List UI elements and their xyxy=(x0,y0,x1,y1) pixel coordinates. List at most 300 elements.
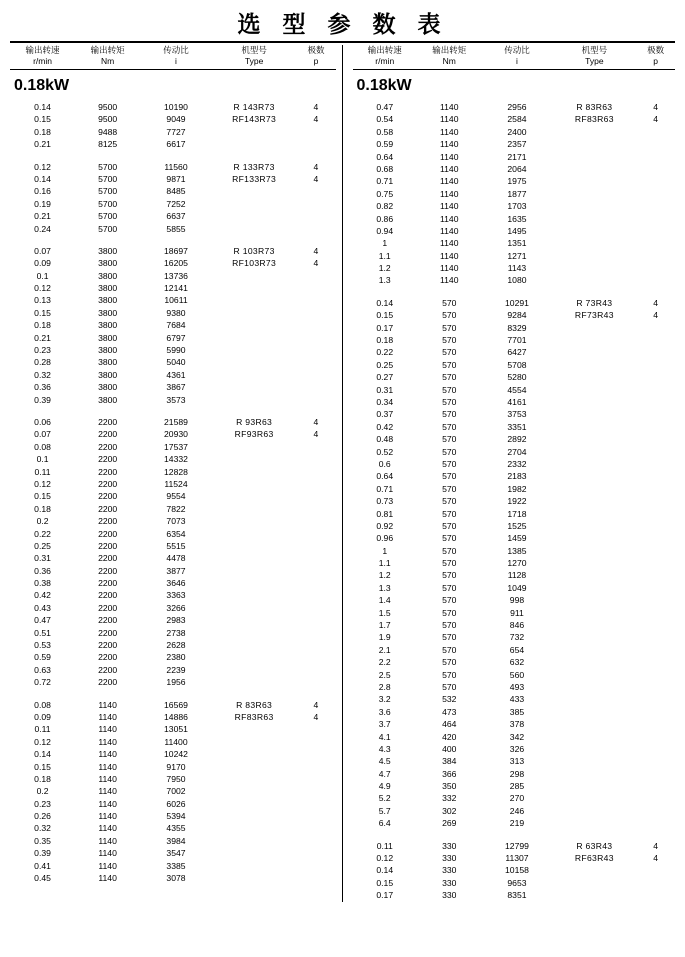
cell-output-torque: 400 xyxy=(442,743,457,754)
cell-output-speed: 0.71 xyxy=(376,176,394,187)
cell-output-speed: 0.47 xyxy=(34,615,51,626)
table-row xyxy=(353,225,676,237)
cell-poles xyxy=(296,381,335,393)
cell-output-torque: 1140 xyxy=(98,736,117,747)
cell-output-torque: 1140 xyxy=(440,275,459,286)
cell-ratio: 5040 xyxy=(166,357,186,368)
cell-output-torque: 3800 xyxy=(98,270,118,281)
cell-poles xyxy=(296,332,335,344)
cell-output-speed: 0.82 xyxy=(376,201,394,212)
cell-ratio: 560 xyxy=(509,669,525,680)
cell-output-speed: 0.09 xyxy=(34,258,51,269)
table-row xyxy=(353,718,676,730)
cell-poles xyxy=(296,723,335,735)
cell-poles xyxy=(296,872,335,884)
cell-output-speed: 0.6 xyxy=(378,458,391,469)
cell-type xyxy=(212,748,297,760)
cell-type xyxy=(212,676,297,688)
cell-output-speed: 0.51 xyxy=(34,627,51,638)
cell-poles xyxy=(636,545,675,557)
cell-output-torque: 1140 xyxy=(440,225,459,236)
table-row xyxy=(353,852,676,864)
cell-output-speed: 0.47 xyxy=(376,102,394,112)
cell-type xyxy=(552,359,636,371)
cell-poles xyxy=(636,237,675,249)
table-row xyxy=(353,840,676,852)
cell-ratio: 2956 xyxy=(507,102,527,112)
cell-type xyxy=(552,322,636,334)
cell-output-torque: 570 xyxy=(442,620,457,631)
header-ratio-cn: 传动比 xyxy=(504,45,530,55)
cell-output-speed: 0.11 xyxy=(34,466,51,477)
header-ratio-cn: 传动比 xyxy=(163,45,189,55)
table-row xyxy=(10,515,336,527)
cell-output-speed: 0.15 xyxy=(34,307,51,318)
table-row xyxy=(10,627,336,639)
cell-poles xyxy=(636,557,675,569)
header-output-speed xyxy=(10,45,75,67)
cell-type: RF103R73 xyxy=(232,258,277,269)
cell-output-torque: 330 xyxy=(442,865,457,876)
cell-poles xyxy=(636,532,675,544)
cell-poles xyxy=(636,768,675,780)
cell-output-speed: 1 xyxy=(382,545,388,556)
cell-poles xyxy=(636,384,675,396)
cell-type: RF73R43 xyxy=(574,310,614,321)
cell-output-torque: 1140 xyxy=(440,238,459,249)
cell-type xyxy=(212,627,297,639)
cell-output-torque: 570 xyxy=(442,434,457,445)
cell-poles xyxy=(296,394,335,406)
cell-output-speed: 0.18 xyxy=(34,503,51,514)
cell-output-speed: 0.22 xyxy=(34,528,51,539)
cell-type: RF83R63 xyxy=(574,114,614,125)
cell-output-torque: 330 xyxy=(442,877,457,888)
cell-type xyxy=(552,817,636,829)
cell-type xyxy=(212,723,297,735)
cell-poles xyxy=(636,346,675,358)
cell-output-torque: 570 xyxy=(442,644,457,655)
cell-output-torque: 3800 xyxy=(98,258,118,269)
cell-output-speed: 0.06 xyxy=(34,416,51,427)
cell-output-torque: 570 xyxy=(442,421,457,432)
cell-ratio: 3363 xyxy=(166,590,186,601)
cell-ratio: 9380 xyxy=(166,307,186,318)
cell-poles: 4 xyxy=(313,173,319,184)
cell-output-torque: 570 xyxy=(442,335,457,346)
cell-ratio: 7950 xyxy=(166,773,186,784)
cell-type xyxy=(552,371,636,383)
table-row xyxy=(10,490,336,502)
cell-ratio: 313 xyxy=(509,756,525,767)
cell-poles xyxy=(636,188,675,200)
cell-type xyxy=(552,545,636,557)
cell-type xyxy=(552,495,636,507)
cell-ratio: 2738 xyxy=(166,627,186,638)
cell-ratio: 385 xyxy=(509,706,525,717)
cell-output-torque: 2200 xyxy=(98,416,118,427)
cell-output-speed: 0.18 xyxy=(376,335,394,346)
cell-type xyxy=(212,294,297,306)
table-row xyxy=(10,664,336,676)
cell-output-torque: 1140 xyxy=(440,250,459,261)
cell-type xyxy=(212,761,297,773)
cell-output-torque: 570 xyxy=(442,471,457,482)
cell-output-speed: 0.27 xyxy=(376,372,394,383)
header-type xyxy=(552,45,636,67)
table-row xyxy=(353,408,676,420)
cell-poles xyxy=(296,810,335,822)
table-row xyxy=(353,532,676,544)
cell-poles xyxy=(296,270,335,282)
cell-output-torque: 2200 xyxy=(98,640,118,651)
table-row xyxy=(10,223,336,235)
cell-output-torque: 2200 xyxy=(98,454,118,465)
table-row xyxy=(10,540,336,552)
cell-output-speed: 0.41 xyxy=(34,860,51,871)
table-row xyxy=(353,877,676,889)
cell-output-speed: 0.59 xyxy=(34,652,51,663)
cell-output-torque: 1140 xyxy=(98,835,117,846)
table-row xyxy=(353,693,676,705)
cell-output-speed: 0.18 xyxy=(34,320,51,331)
cell-ratio: 2357 xyxy=(507,139,527,150)
table-row xyxy=(10,577,336,589)
table-row xyxy=(353,359,676,371)
cell-ratio: 246 xyxy=(509,805,525,816)
cell-output-torque: 3800 xyxy=(98,369,118,380)
table-row xyxy=(353,200,676,212)
table-row xyxy=(353,309,676,321)
cell-poles xyxy=(636,274,675,286)
table-row xyxy=(10,847,336,859)
table-row xyxy=(10,113,336,125)
group-spacer xyxy=(353,830,676,840)
cell-poles: 4 xyxy=(653,102,659,112)
table-row xyxy=(10,381,336,393)
cell-ratio: 2064 xyxy=(507,163,527,174)
cell-output-torque: 1140 xyxy=(440,213,459,224)
cell-poles xyxy=(636,706,675,718)
cell-output-speed: 0.75 xyxy=(376,188,394,199)
table-row xyxy=(353,470,676,482)
cell-type xyxy=(212,394,297,406)
cell-output-torque: 1140 xyxy=(440,139,459,150)
cell-poles: 4 xyxy=(313,102,319,112)
cell-type: R 93R63 xyxy=(236,416,273,427)
cell-poles xyxy=(296,138,335,150)
cell-output-torque: 332 xyxy=(442,793,457,804)
cell-output-torque: 570 xyxy=(442,297,457,308)
cell-poles xyxy=(636,433,675,445)
header-poles xyxy=(636,45,675,67)
cell-output-speed: 5.2 xyxy=(378,793,391,804)
cell-ratio: 9871 xyxy=(166,173,186,184)
cell-ratio: 11560 xyxy=(164,161,188,172)
cell-output-torque: 2200 xyxy=(98,677,118,688)
table-row xyxy=(10,319,336,331)
table-row xyxy=(353,495,676,507)
cell-type xyxy=(212,453,297,465)
cell-ratio: 270 xyxy=(509,793,525,804)
cell-output-torque: 464 xyxy=(442,719,457,730)
cell-ratio: 1385 xyxy=(507,545,527,556)
table-row xyxy=(10,651,336,663)
cell-output-torque: 5700 xyxy=(98,173,118,184)
cell-output-torque: 570 xyxy=(442,520,457,531)
cell-poles xyxy=(296,552,335,564)
header-poles-unit: p xyxy=(653,56,658,66)
cell-output-torque: 1140 xyxy=(98,798,117,809)
cell-ratio: 2171 xyxy=(507,151,527,162)
table-row xyxy=(10,736,336,748)
cell-ratio: 1525 xyxy=(507,520,527,531)
cell-output-torque: 570 xyxy=(442,384,457,395)
cell-output-speed: 0.34 xyxy=(376,396,394,407)
cell-type xyxy=(552,569,636,581)
cell-type xyxy=(212,651,297,663)
cell-ratio: 6427 xyxy=(507,347,527,358)
cell-type xyxy=(212,847,297,859)
cell-output-torque: 330 xyxy=(442,840,457,851)
cell-ratio: 9554 xyxy=(166,491,186,502)
table-row xyxy=(10,552,336,564)
cell-ratio: 11307 xyxy=(505,853,529,864)
cell-type xyxy=(212,356,297,368)
table-row xyxy=(10,441,336,453)
header-output-torque xyxy=(75,45,140,67)
table-row xyxy=(353,864,676,876)
header-poles-cn: 极数 xyxy=(647,45,665,55)
table-row xyxy=(353,607,676,619)
cell-output-torque: 570 xyxy=(442,446,457,457)
cell-output-speed: 0.12 xyxy=(34,283,51,294)
cell-poles xyxy=(636,322,675,334)
table-row xyxy=(353,371,676,383)
cell-poles xyxy=(636,631,675,643)
cell-ratio: 1922 xyxy=(507,496,527,507)
cell-ratio: 12141 xyxy=(164,283,188,294)
cell-type xyxy=(552,706,636,718)
cell-poles xyxy=(296,282,335,294)
cell-type xyxy=(552,421,636,433)
cell-type xyxy=(552,619,636,631)
cell-ratio: 6354 xyxy=(166,528,186,539)
cell-output-torque: 1140 xyxy=(98,848,117,859)
cell-type xyxy=(552,768,636,780)
cell-poles xyxy=(296,639,335,651)
cell-poles xyxy=(636,877,675,889)
table-row xyxy=(10,282,336,294)
cell-type xyxy=(552,408,636,420)
cell-output-speed: 0.52 xyxy=(376,446,394,457)
cell-ratio: 2892 xyxy=(507,434,527,445)
cell-poles xyxy=(636,889,675,901)
cell-ratio: 3573 xyxy=(166,394,186,405)
cell-output-torque: 3800 xyxy=(98,295,118,306)
table-row xyxy=(353,188,676,200)
table-row xyxy=(10,394,336,406)
table-row xyxy=(10,428,336,440)
cell-output-torque: 1140 xyxy=(440,151,459,162)
table-row xyxy=(10,198,336,210)
table-row xyxy=(353,262,676,274)
header-output-torque-cn: 输出转矩 xyxy=(432,45,467,55)
cell-output-torque: 2200 xyxy=(98,441,118,452)
cell-type xyxy=(552,188,636,200)
table-row xyxy=(353,557,676,569)
cell-type xyxy=(552,151,636,163)
cell-poles xyxy=(636,817,675,829)
cell-output-speed: 1.3 xyxy=(378,582,391,593)
cell-output-torque: 570 xyxy=(442,508,457,519)
cell-ratio: 7073 xyxy=(166,516,186,527)
cell-ratio: 1975 xyxy=(507,176,527,187)
group-spacer xyxy=(353,287,676,297)
cell-ratio: 13736 xyxy=(164,270,188,281)
cell-output-speed: 3.2 xyxy=(378,694,391,705)
cell-output-speed: 0.15 xyxy=(34,761,51,772)
cell-output-speed: 1.1 xyxy=(378,558,391,569)
cell-output-torque: 1140 xyxy=(440,188,459,199)
cell-output-torque: 2200 xyxy=(98,627,118,638)
cell-output-speed: 0.96 xyxy=(376,533,394,544)
cell-poles xyxy=(296,664,335,676)
cell-poles xyxy=(636,607,675,619)
cell-output-speed: 0.81 xyxy=(376,508,394,519)
cell-output-torque: 570 xyxy=(442,558,457,569)
cell-type xyxy=(212,307,297,319)
cell-poles xyxy=(636,656,675,668)
cell-ratio: 12828 xyxy=(164,466,188,477)
cell-ratio: 9049 xyxy=(166,114,186,125)
cell-output-torque: 532 xyxy=(442,694,457,705)
cell-output-speed: 0.15 xyxy=(34,491,51,502)
group-spacer xyxy=(10,235,336,245)
cell-type xyxy=(212,223,297,235)
cell-type xyxy=(212,369,297,381)
cell-output-torque: 5700 xyxy=(98,211,118,222)
cell-poles xyxy=(296,198,335,210)
cell-poles xyxy=(296,860,335,872)
table-row xyxy=(353,126,676,138)
table-row xyxy=(353,421,676,433)
cell-ratio: 7002 xyxy=(166,786,186,797)
table-row xyxy=(10,161,336,173)
cell-output-torque: 570 xyxy=(442,570,457,581)
cell-output-speed: 1.1 xyxy=(378,250,391,261)
table-row xyxy=(10,270,336,282)
table-row xyxy=(353,569,676,581)
cell-output-speed: 0.12 xyxy=(376,853,394,864)
table-row xyxy=(10,478,336,490)
cell-ratio: 6637 xyxy=(166,211,186,222)
cell-ratio: 6026 xyxy=(166,798,186,809)
table-row xyxy=(353,780,676,792)
cell-ratio: 5280 xyxy=(507,372,527,383)
table-row xyxy=(10,503,336,515)
cell-ratio: 732 xyxy=(509,632,525,643)
cell-poles xyxy=(296,822,335,834)
cell-poles xyxy=(296,736,335,748)
cell-output-speed: 0.24 xyxy=(34,223,51,234)
cell-type xyxy=(212,490,297,502)
cell-type xyxy=(212,810,297,822)
cell-ratio: 2239 xyxy=(166,664,186,675)
cell-poles xyxy=(636,225,675,237)
cell-type xyxy=(552,681,636,693)
table-row xyxy=(353,322,676,334)
cell-type xyxy=(552,225,636,237)
table-row xyxy=(353,483,676,495)
cell-output-torque: 570 xyxy=(442,347,457,358)
table-row xyxy=(353,346,676,358)
table-row xyxy=(353,644,676,656)
cell-type xyxy=(552,446,636,458)
cell-ratio: 3385 xyxy=(166,860,186,871)
cell-type xyxy=(552,594,636,606)
table-row xyxy=(353,237,676,249)
table-row xyxy=(10,676,336,688)
cell-output-torque: 570 xyxy=(442,458,457,469)
cell-ratio: 3753 xyxy=(507,409,527,420)
cell-type xyxy=(212,282,297,294)
cell-output-speed: 0.23 xyxy=(34,798,51,809)
cell-ratio: 7701 xyxy=(507,335,527,346)
header-output-torque xyxy=(417,45,482,67)
cell-ratio: 493 xyxy=(509,681,525,692)
cell-type xyxy=(552,175,636,187)
cell-output-speed: 0.37 xyxy=(376,409,394,420)
table-row xyxy=(10,711,336,723)
cell-poles xyxy=(636,644,675,656)
cell-output-speed: 0.42 xyxy=(34,590,51,601)
title-bar xyxy=(10,6,675,43)
table-row xyxy=(10,761,336,773)
table-row xyxy=(353,446,676,458)
cell-ratio: 18697 xyxy=(164,245,188,256)
cell-output-speed: 0.63 xyxy=(34,664,51,675)
table-row xyxy=(10,294,336,306)
cell-output-speed: 0.31 xyxy=(34,553,51,564)
cell-output-speed: 0.2 xyxy=(36,516,49,527)
table-row xyxy=(353,113,676,125)
cell-ratio: 5394 xyxy=(166,811,186,822)
cell-output-speed: 0.25 xyxy=(376,359,394,370)
cell-ratio: 1718 xyxy=(507,508,527,519)
cell-poles: 4 xyxy=(313,699,319,710)
cell-output-torque: 9488 xyxy=(98,126,118,137)
cell-output-speed: 0.39 xyxy=(34,394,51,405)
cell-output-torque: 570 xyxy=(442,595,457,606)
table-row xyxy=(353,175,676,187)
cell-output-torque: 2200 xyxy=(98,615,118,626)
cell-poles xyxy=(636,126,675,138)
cell-output-speed: 0.25 xyxy=(34,540,51,551)
cell-output-speed: 0.2 xyxy=(36,786,49,797)
cell-poles xyxy=(636,483,675,495)
page-title: 选 型 参 数 表 xyxy=(237,12,448,38)
cell-output-torque: 3800 xyxy=(98,345,118,356)
group-spacer xyxy=(10,406,336,416)
table-row xyxy=(353,805,676,817)
header-output-speed-cn: 输出转速 xyxy=(25,45,60,55)
cell-type xyxy=(552,864,636,876)
cell-poles xyxy=(296,503,335,515)
table-row xyxy=(353,669,676,681)
cell-poles xyxy=(636,718,675,730)
cell-ratio: 20930 xyxy=(164,429,188,440)
